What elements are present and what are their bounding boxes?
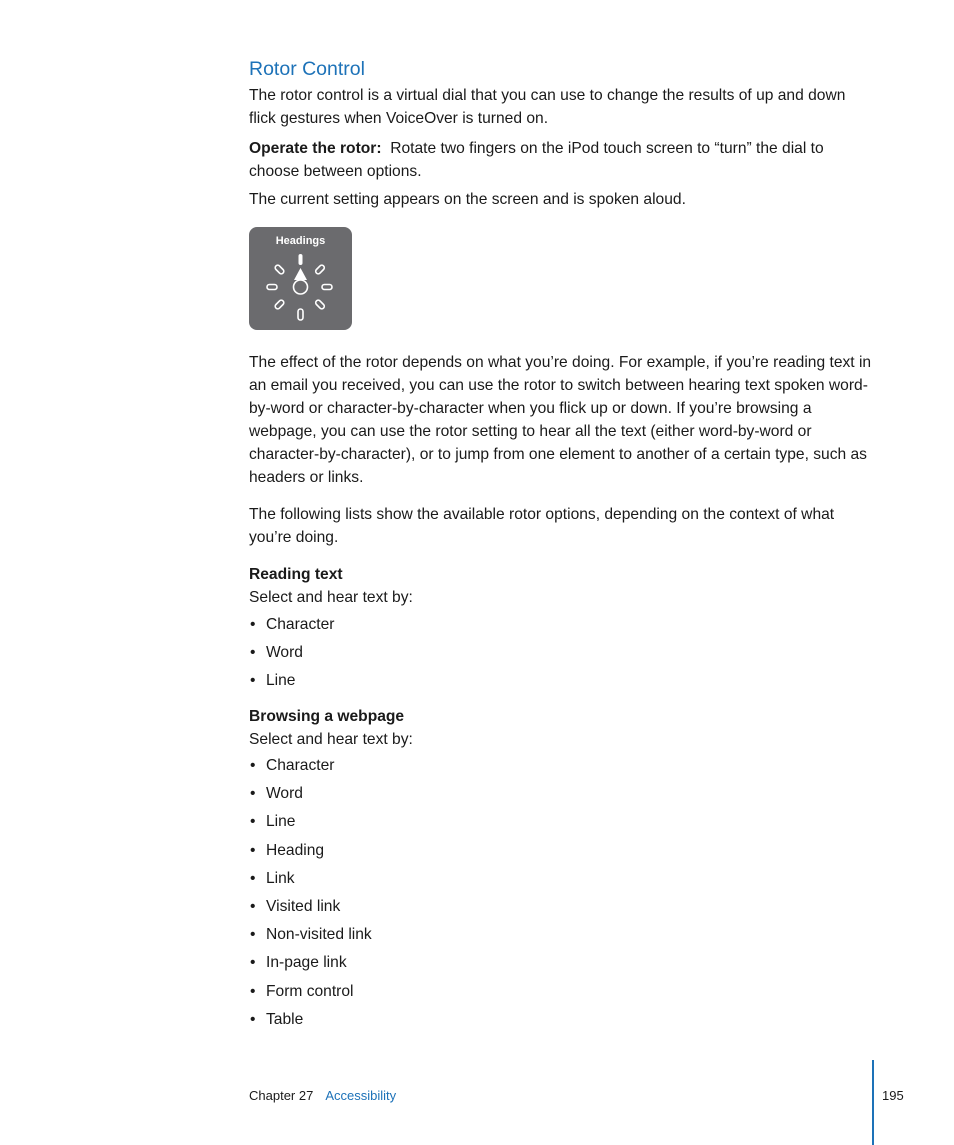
list-item: • Line [249,810,372,838]
rotor-setting-label: Headings [275,235,326,247]
bullet: • [250,757,256,774]
list-item: • Character [249,613,334,641]
chapter-link[interactable]: Accessibility [325,1088,397,1103]
list-item: • Line [249,669,334,697]
list-item: • Non-visited link [249,923,372,951]
reading-text-list [249,613,334,698]
bullet: • [250,1010,256,1028]
reading-text-lead: Select and hear text by: [249,589,413,606]
footer-divider [872,1060,874,1145]
list-item: • Visited link [249,895,372,923]
bullet: • [250,954,256,972]
bullet: • [250,813,256,831]
rotor-illustration [249,227,352,330]
list-item: • Form control [249,980,372,1008]
chapter-label: Chapter 27 [249,1088,314,1103]
list-item: • Link [249,867,372,895]
list-item: • Table [249,1008,372,1036]
bullet: • [250,926,256,944]
list-item: • Character [249,754,372,782]
list-item: • Word [249,641,334,669]
bullet: • [250,869,256,887]
effect-paragraph: The effect of the rotor depends on what you’re doing. For example, if you’re reading text in an email you received, you can use the rotor to switch between hearing text spoken word-by-word or character-by-character when you flick up or down. If you’re browsing a webpage, you can use the rotor setting to hear all the text (either word-by-word or character-by-character), or to jump from one element to another of a certain type, such as headers or links. [249,354,872,486]
page-number: 195 [882,1088,904,1103]
list-item: • Word [249,782,372,810]
list-item: • Heading [249,839,372,867]
bullet: • [250,841,256,859]
bullet: • [250,982,256,1000]
browsing-heading: Browsing a webpage [249,708,405,725]
following-paragraph: The following lists show the available rotor options, depending on the context of what you’re doing. [249,506,835,546]
operate-text: Rotate two fingers on the iPod touch screen to “turn” the dial to choose between options. [249,140,824,180]
bullet: • [250,785,256,803]
operate-paragraph [249,137,874,183]
section-title: Rotor Control [249,58,365,80]
browsing-list [249,754,372,1036]
bullet: • [250,616,256,633]
reading-text-heading: Reading text [249,566,343,583]
operate-label: Operate the rotor: [249,140,382,157]
current-setting-paragraph: The current setting appears on the screen and is spoken aloud. [249,191,686,208]
bullet: • [250,672,256,690]
browsing-lead: Select and hear text by: [249,731,413,748]
bullet: • [250,897,256,915]
bullet: • [250,644,256,662]
footer-chapter [249,1088,396,1103]
list-item: • In-page link [249,951,372,979]
intro-paragraph: The rotor control is a virtual dial that you can use to change the results of up and down flick gestures when VoiceOver is turned on. [249,87,846,127]
